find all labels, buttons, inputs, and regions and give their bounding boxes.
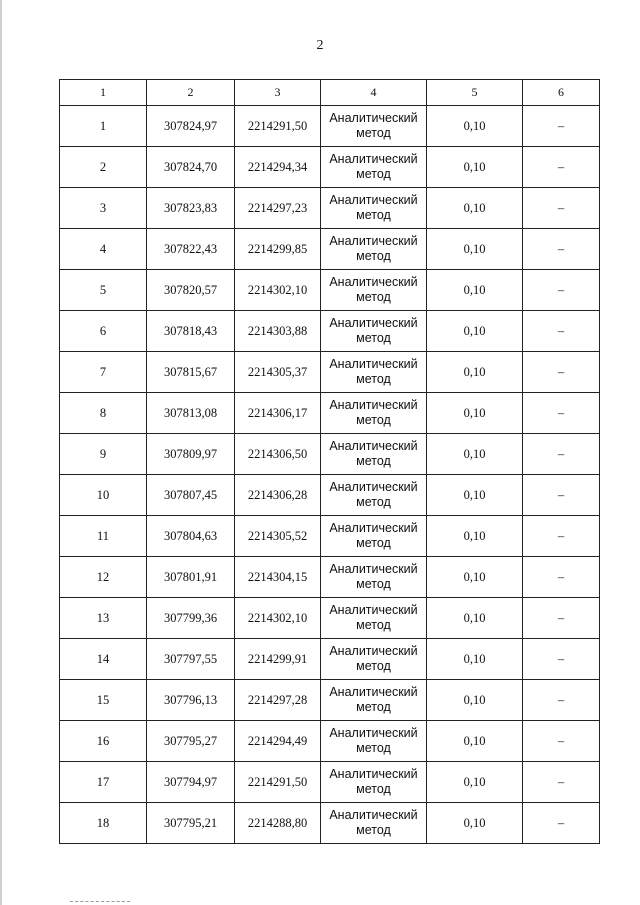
coordinate-x: 307824,97 <box>147 106 235 147</box>
coordinate-y: 2214304,15 <box>235 557 321 598</box>
method-line-1: Аналитический <box>329 685 418 699</box>
method-cell <box>321 147 427 188</box>
method-line-2: метод <box>356 659 391 673</box>
table-row <box>60 721 600 762</box>
method-line-1: Аналитический <box>329 316 418 330</box>
table-row <box>60 270 600 311</box>
point-number: 16 <box>60 721 147 762</box>
method-line-2: метод <box>356 536 391 550</box>
coordinate-x: 307823,83 <box>147 188 235 229</box>
method-line-1: Аналитический <box>329 521 418 535</box>
coordinate-y: 2214291,50 <box>235 106 321 147</box>
coordinate-y: 2214306,50 <box>235 434 321 475</box>
accuracy-value: 0,10 <box>427 516 523 557</box>
method-line-2: метод <box>356 372 391 386</box>
point-number: 7 <box>60 352 147 393</box>
method-line-1: Аналитический <box>329 439 418 453</box>
coordinate-y: 2214306,28 <box>235 475 321 516</box>
note-dash: – <box>523 311 600 352</box>
accuracy-value: 0,10 <box>427 106 523 147</box>
method-line-2: метод <box>356 700 391 714</box>
coordinate-x: 307795,21 <box>147 803 235 844</box>
accuracy-value: 0,10 <box>427 680 523 721</box>
point-number: 2 <box>60 147 147 188</box>
accuracy-value: 0,10 <box>427 188 523 229</box>
table-row <box>60 229 600 270</box>
accuracy-value: 0,10 <box>427 598 523 639</box>
method-cell <box>321 475 427 516</box>
method-line-1: Аналитический <box>329 603 418 617</box>
point-number: 11 <box>60 516 147 557</box>
method-line-2: метод <box>356 618 391 632</box>
method-cell <box>321 680 427 721</box>
table-row <box>60 639 600 680</box>
accuracy-value: 0,10 <box>427 762 523 803</box>
point-number: 6 <box>60 311 147 352</box>
method-line-1: Аналитический <box>329 808 418 822</box>
note-dash: – <box>523 598 600 639</box>
method-line-1: Аналитический <box>329 480 418 494</box>
method-cell <box>321 188 427 229</box>
coordinate-y: 2214305,37 <box>235 352 321 393</box>
coordinate-x: 307804,63 <box>147 516 235 557</box>
point-number: 18 <box>60 803 147 844</box>
column-header-4: 4 <box>321 80 427 106</box>
note-dash: – <box>523 803 600 844</box>
coordinate-y: 2214299,85 <box>235 229 321 270</box>
accuracy-value: 0,10 <box>427 270 523 311</box>
coordinate-x: 307795,27 <box>147 721 235 762</box>
coordinates-table <box>59 79 600 844</box>
column-header-5: 5 <box>427 80 523 106</box>
note-dash: – <box>523 188 600 229</box>
method-cell <box>321 311 427 352</box>
table-row <box>60 352 600 393</box>
note-dash: – <box>523 147 600 188</box>
coordinate-x: 307799,36 <box>147 598 235 639</box>
table-row <box>60 557 600 598</box>
method-line-2: метод <box>356 126 391 140</box>
note-dash: – <box>523 106 600 147</box>
table-row <box>60 106 600 147</box>
table-row <box>60 762 600 803</box>
method-line-2: метод <box>356 823 391 837</box>
accuracy-value: 0,10 <box>427 229 523 270</box>
method-line-1: Аналитический <box>329 726 418 740</box>
point-number: 3 <box>60 188 147 229</box>
table-row <box>60 516 600 557</box>
accuracy-value: 0,10 <box>427 352 523 393</box>
method-line-1: Аналитический <box>329 152 418 166</box>
method-cell <box>321 557 427 598</box>
note-dash: – <box>523 229 600 270</box>
method-cell <box>321 721 427 762</box>
method-line-1: Аналитический <box>329 562 418 576</box>
coordinate-y: 2214305,52 <box>235 516 321 557</box>
column-header-1: 1 <box>60 80 147 106</box>
table-header-row <box>60 80 600 106</box>
accuracy-value: 0,10 <box>427 475 523 516</box>
method-line-1: Аналитический <box>329 767 418 781</box>
point-number: 1 <box>60 106 147 147</box>
coordinate-x: 307801,91 <box>147 557 235 598</box>
note-dash: – <box>523 639 600 680</box>
method-line-2: метод <box>356 741 391 755</box>
point-number: 12 <box>60 557 147 598</box>
accuracy-value: 0,10 <box>427 147 523 188</box>
coordinate-x: 307813,08 <box>147 393 235 434</box>
accuracy-value: 0,10 <box>427 434 523 475</box>
point-number: 8 <box>60 393 147 434</box>
coordinate-x: 307824,70 <box>147 147 235 188</box>
note-dash: – <box>523 721 600 762</box>
coordinate-x: 307815,67 <box>147 352 235 393</box>
method-line-1: Аналитический <box>329 644 418 658</box>
coordinate-y: 2214297,23 <box>235 188 321 229</box>
table-row <box>60 188 600 229</box>
column-header-2: 2 <box>147 80 235 106</box>
table-row <box>60 598 600 639</box>
table-row <box>60 475 600 516</box>
method-line-2: метод <box>356 167 391 181</box>
method-line-2: метод <box>356 249 391 263</box>
method-line-1: Аналитический <box>329 234 418 248</box>
note-dash: – <box>523 680 600 721</box>
coordinate-y: 2214294,49 <box>235 721 321 762</box>
coordinate-x: 307794,97 <box>147 762 235 803</box>
note-dash: – <box>523 352 600 393</box>
coordinate-y: 2214306,17 <box>235 393 321 434</box>
coordinate-x: 307796,13 <box>147 680 235 721</box>
method-cell <box>321 270 427 311</box>
coordinate-x: 307797,55 <box>147 639 235 680</box>
coordinate-y: 2214299,91 <box>235 639 321 680</box>
point-number: 15 <box>60 680 147 721</box>
method-cell <box>321 229 427 270</box>
method-line-2: метод <box>356 208 391 222</box>
method-cell <box>321 639 427 680</box>
note-dash: – <box>523 475 600 516</box>
table-row <box>60 803 600 844</box>
point-number: 10 <box>60 475 147 516</box>
method-line-2: метод <box>356 290 391 304</box>
note-dash: – <box>523 393 600 434</box>
method-line-2: метод <box>356 413 391 427</box>
coordinate-y: 2214291,50 <box>235 762 321 803</box>
accuracy-value: 0,10 <box>427 311 523 352</box>
method-cell <box>321 393 427 434</box>
note-dash: – <box>523 270 600 311</box>
method-cell <box>321 516 427 557</box>
table-row <box>60 147 600 188</box>
method-line-1: Аналитический <box>329 398 418 412</box>
point-number: 9 <box>60 434 147 475</box>
method-line-2: метод <box>356 331 391 345</box>
table-row <box>60 680 600 721</box>
note-dash: – <box>523 434 600 475</box>
note-dash: – <box>523 516 600 557</box>
method-line-2: метод <box>356 782 391 796</box>
point-number: 17 <box>60 762 147 803</box>
accuracy-value: 0,10 <box>427 393 523 434</box>
coordinate-x: 307809,97 <box>147 434 235 475</box>
accuracy-value: 0,10 <box>427 639 523 680</box>
method-cell <box>321 434 427 475</box>
coordinate-y: 2214303,88 <box>235 311 321 352</box>
coordinate-y: 2214302,10 <box>235 598 321 639</box>
method-cell <box>321 352 427 393</box>
column-header-3: 3 <box>235 80 321 106</box>
coordinate-y: 2214288,80 <box>235 803 321 844</box>
method-cell <box>321 762 427 803</box>
note-dash: – <box>523 557 600 598</box>
method-line-2: метод <box>356 577 391 591</box>
table-row <box>60 434 600 475</box>
note-dash: – <box>523 762 600 803</box>
coordinate-x: 307818,43 <box>147 311 235 352</box>
coordinate-y: 2214294,34 <box>235 147 321 188</box>
column-header-6: 6 <box>523 80 600 106</box>
accuracy-value: 0,10 <box>427 557 523 598</box>
point-number: 13 <box>60 598 147 639</box>
point-number: 4 <box>60 229 147 270</box>
method-line-1: Аналитический <box>329 193 418 207</box>
coordinate-y: 2214302,10 <box>235 270 321 311</box>
accuracy-value: 0,10 <box>427 803 523 844</box>
page-edge <box>0 0 2 905</box>
page-number: 2 <box>316 38 324 53</box>
accuracy-value: 0,10 <box>427 721 523 762</box>
method-line-2: метод <box>356 495 391 509</box>
point-number: 14 <box>60 639 147 680</box>
table-row <box>60 311 600 352</box>
coordinate-x: 307807,45 <box>147 475 235 516</box>
table-row <box>60 393 600 434</box>
coordinate-x: 307822,43 <box>147 229 235 270</box>
coordinate-y: 2214297,28 <box>235 680 321 721</box>
method-line-1: Аналитический <box>329 275 418 289</box>
method-cell <box>321 106 427 147</box>
method-cell <box>321 598 427 639</box>
method-cell <box>321 803 427 844</box>
coordinate-x: 307820,57 <box>147 270 235 311</box>
method-line-1: Аналитический <box>329 357 418 371</box>
scan-artifact-line <box>70 901 130 903</box>
method-line-2: метод <box>356 454 391 468</box>
point-number: 5 <box>60 270 147 311</box>
method-line-1: Аналитический <box>329 111 418 125</box>
